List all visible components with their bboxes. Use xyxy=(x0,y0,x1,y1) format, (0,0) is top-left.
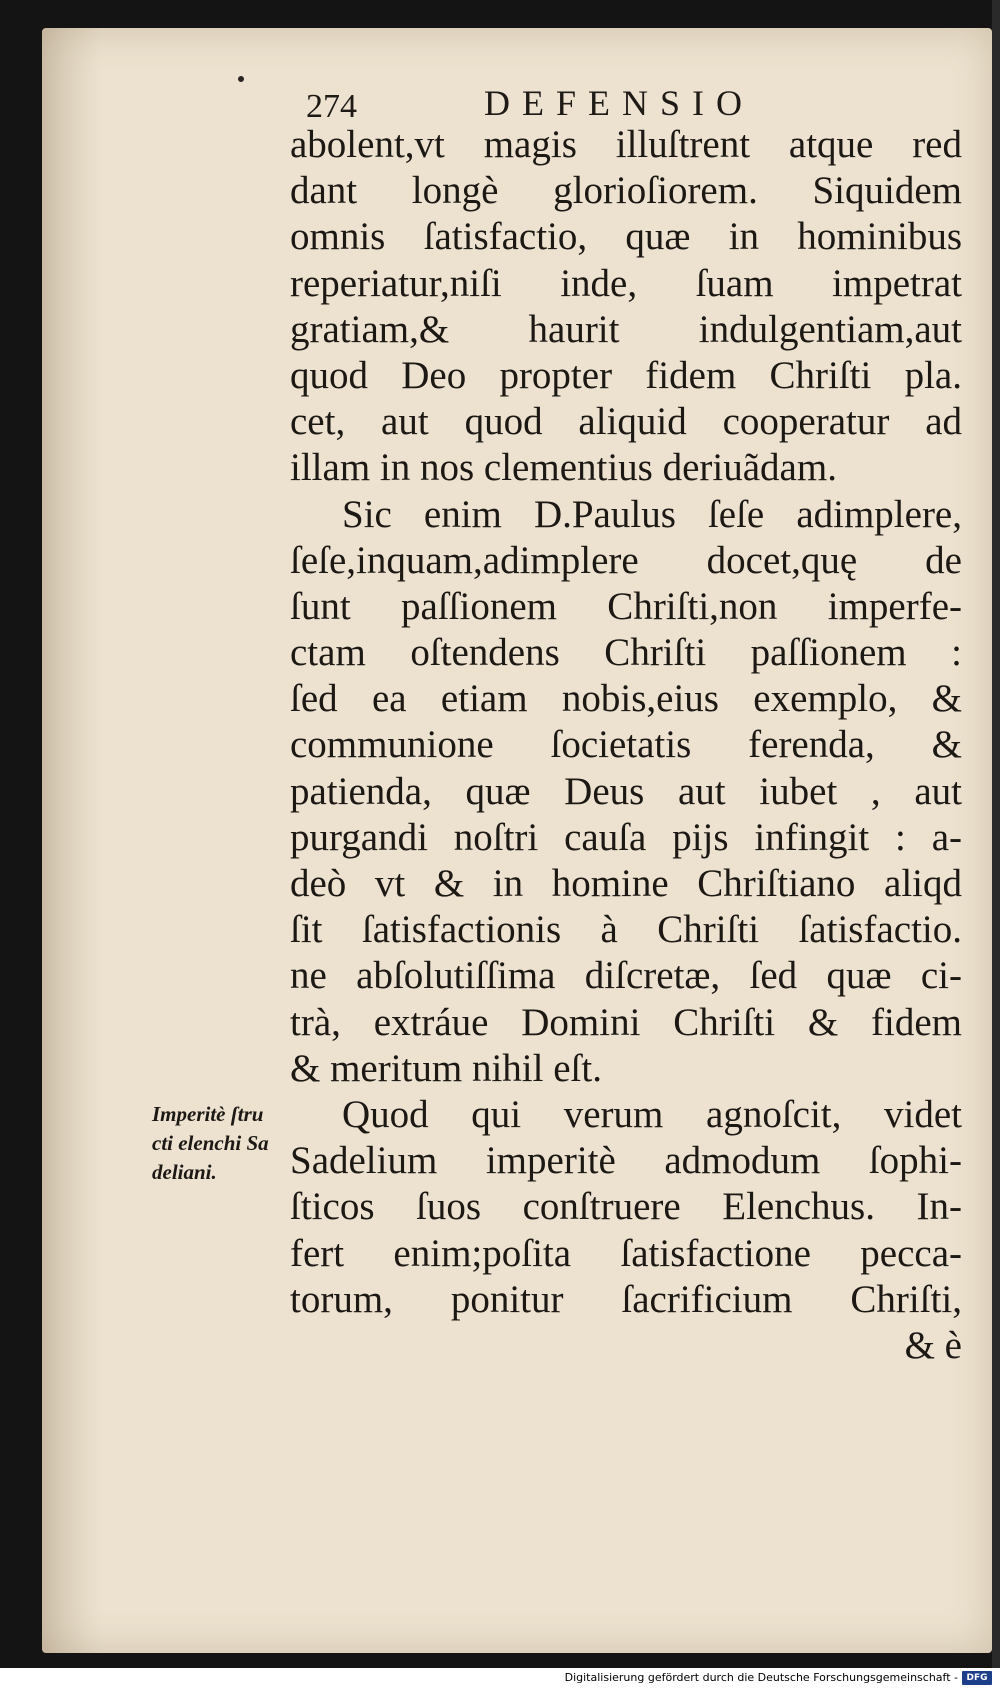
text-line: & meritum nihil eſt. xyxy=(290,1046,602,1090)
text-line: omnis ſatisfactio, quæ in hominibus xyxy=(290,215,962,259)
page-number: 274 xyxy=(306,88,357,125)
text-line: ſit ſatisfactionis à Chriſti ſatisfactio. xyxy=(290,908,962,952)
running-title: DEFENSIO xyxy=(484,83,755,123)
marginal-note-line: cti elenchi Sa xyxy=(152,1131,269,1155)
paragraph-start-line: Quod qui verum agnoſcit, videt xyxy=(342,1092,962,1136)
text-line: torum, ponitur ſacrificium Chriſti, xyxy=(290,1277,962,1321)
text-line: gratiam,& haurit indulgentiam,aut xyxy=(290,307,962,351)
text-line: ſticos ſuos conſtruere Elenchus. In- xyxy=(290,1185,962,1229)
running-head xyxy=(262,80,942,126)
scan-edge xyxy=(992,0,1000,1668)
digitization-footer xyxy=(0,1668,1000,1689)
paragraph-start-line: Sic enim D.Paulus ſeſe adimplere, xyxy=(342,492,962,536)
text-line: reperiatur,niſi inde, ſuam impetrat xyxy=(290,261,962,305)
text-line: communione ſocietatis ferenda, & xyxy=(290,723,962,767)
text-line: illam in nos clementius deriuãdam. xyxy=(290,446,837,490)
text-line: quod Deo propter fidem Chriſti pla. xyxy=(290,353,962,397)
text-line: fert enim;poſita ſatisfactione pecca- xyxy=(290,1231,962,1275)
catchword: & è xyxy=(904,1323,962,1367)
text-line: cet, aut quod aliquid cooperatur ad xyxy=(290,400,962,444)
text-line: dant longè glorioſiorem. Siquidem xyxy=(290,169,962,213)
text-line: ctam oſtendens Chriſti paſſionem : xyxy=(290,631,962,675)
marginal-note-line: deliani. xyxy=(152,1160,217,1184)
text-line: ſeſe,inquam,adimplere docet,quę de xyxy=(290,538,962,582)
funding-credit: Digitalisierung gefördert durch die Deutsche Forschungsgemeinschaft - xyxy=(564,1671,958,1684)
text-line: trà, extráue Domini Chriſti & fidem xyxy=(290,1000,962,1044)
text-line: patienda, quæ Deus aut iubet , aut xyxy=(290,769,962,813)
marginal-note xyxy=(152,1100,292,1187)
text-line: ne abſolutiſſima diſcretæ, ſed quæ ci- xyxy=(290,954,962,998)
page-gutter-shade xyxy=(42,28,102,1653)
main-text-block xyxy=(290,122,962,1369)
dfg-logo-icon: DFG xyxy=(962,1671,992,1685)
text-line: purgandi noſtri cauſa pijs infingit : a- xyxy=(290,815,962,859)
text-line: ſed ea etiam nobis,eius exemplo, & xyxy=(290,677,962,721)
text-line: ſunt paſſionem Chriſti,non imperfe- xyxy=(290,584,962,628)
marginal-note-line: Imperitè ſtru xyxy=(152,1102,264,1126)
text-line: deò vt & in homine Chriſtiano aliqd xyxy=(290,862,962,905)
text-line: abolent,vt magis illuſtrent atque red xyxy=(290,123,962,166)
text-line: Sadelium imperitè admodum ſophi- xyxy=(290,1139,962,1183)
